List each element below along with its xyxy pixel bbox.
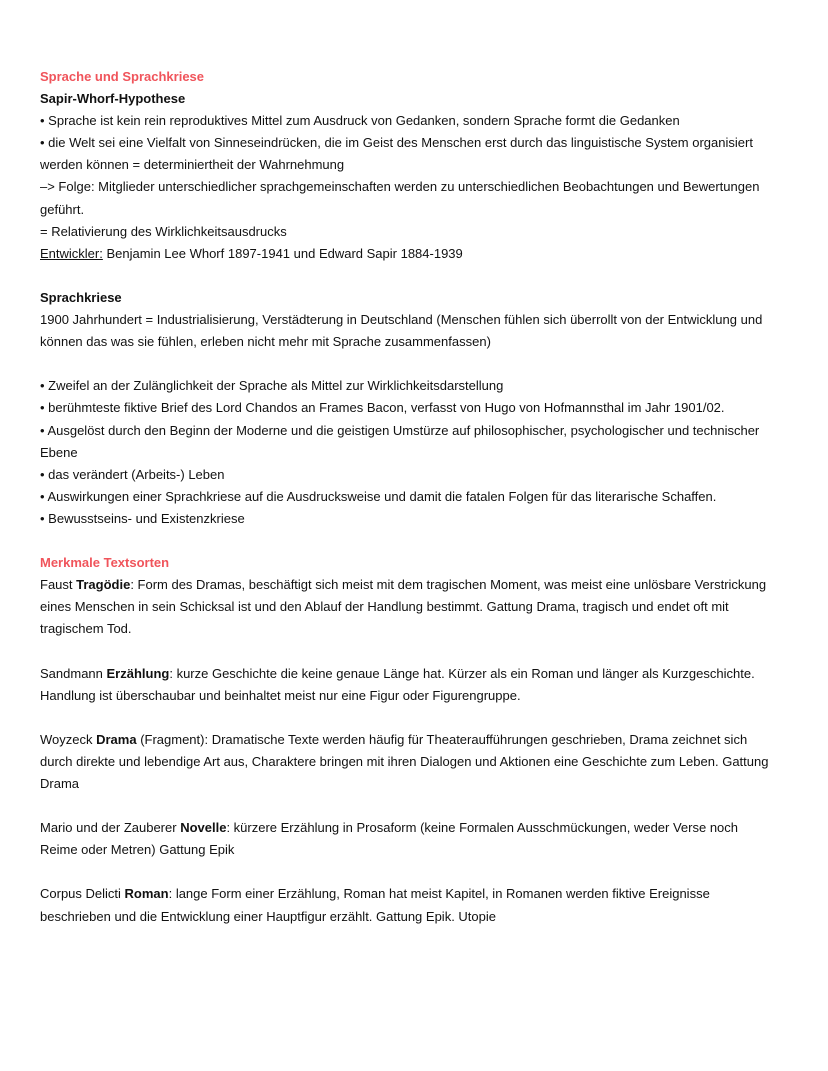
entry-text: (Fragment): Dramatische Texte werden häufig für Theateraufführungen geschrieben, Drama zeichnet sich <box>136 731 748 747</box>
entry-first-line <box>40 574 792 596</box>
entry-text: : lange Form einer Erzählung, Roman hat meist Kapitel, in Romanen werden fiktive Ereignisse <box>168 886 710 902</box>
spacer <box>40 353 792 375</box>
text-line: eines Menschen in sein Schicksal ist und den Ablauf der Handlung bestimmt. Gattung Drama, tragisch und endet oft mit <box>40 599 729 615</box>
entry-first-line <box>40 663 792 685</box>
bullet-item: • Zweifel an der Zulänglichkeit der Sprache als Mittel zur Wirklichkeitsdarstellung <box>40 378 504 394</box>
text-line: Handlung ist überschaubar und beinhaltet meist nur eine Figur oder Figurengruppe. <box>40 687 521 703</box>
work-title: Faust <box>40 577 77 593</box>
text-line: 1900 Jahrhundert = Industrialisierung, Verstädterung in Deutschland (Menschen fühlen sich überrollt von der Entwicklung und <box>40 312 763 328</box>
entry-text: : Form des Dramas, beschäftigt sich meist mit dem tragischen Moment, was meist eine unlösbare Verstrickung <box>130 577 767 593</box>
developer-label: Entwickler: <box>40 245 103 261</box>
bullet-item: • Ausgelöst durch den Beginn der Moderne und die geistigen Umstürze auf philosophischer, psychologischer und technischer <box>40 422 760 438</box>
spacer <box>40 265 792 287</box>
entry-first-line <box>40 883 792 905</box>
spacer <box>40 707 792 729</box>
bullet-item: • Bewusstseins- und Existenzkriese <box>40 510 245 526</box>
developer-line <box>40 243 792 265</box>
text-line: geführt. <box>40 201 85 217</box>
bullet-item: Ebene <box>40 444 78 460</box>
text-line: Reime oder Metren) Gattung Epik <box>40 842 235 858</box>
text-line: • die Welt sei eine Vielfalt von Sinneseindrücken, die im Geist des Menschen erst durch das linguistische System organisiert <box>40 135 753 151</box>
genre-name: Erzählung <box>106 665 170 681</box>
developer-text: Benjamin Lee Whorf 1897-1941 und Edward Sapir 1884-1939 <box>102 245 463 261</box>
text-line: werden können = determiniertheit der Wahrnehmung <box>40 157 345 173</box>
spacer <box>40 530 792 552</box>
section-title-sprache: Sprache und Sprachkriese <box>40 69 205 84</box>
text-line: tragischem Tod. <box>40 621 132 637</box>
text-line: = Relativierung des Wirklichkeitsausdrucks <box>40 223 287 239</box>
work-title: Corpus Delicti <box>40 886 125 902</box>
work-title: Mario und der Zauberer <box>40 820 181 836</box>
text-line: –> Folge: Mitglieder unterschiedlicher sprachgemeinschaften werden zu unterschiedlichen Beobachtungen und Bewertungen <box>40 179 760 195</box>
genre-name: Drama <box>96 731 137 747</box>
bullet-item: • Auswirkungen einer Sprachkriese auf die Ausdrucksweise und damit die fatalen Folgen für das literarische Schaffen. <box>40 488 717 504</box>
subtitle-sapir-whorf: Sapir-Whorf-Hypothese <box>40 91 186 107</box>
work-title: Woyzeck <box>40 731 97 747</box>
text-line: Drama <box>40 776 80 791</box>
bullet-item: • berühmteste fiktive Brief des Lord Chandos an Frames Bacon, verfasst von Hugo von Hofmannsthal im Jahr 1901/02. <box>40 400 725 416</box>
entry-text: : kürzere Erzählung in Prosaform (keine Formalen Ausschmückungen, weder Verse noch <box>226 820 739 836</box>
genre-name: Novelle <box>180 820 227 836</box>
text-line: beschrieben und die Entwicklung einer Hauptfigur erzählt. Gattung Epik. Utopie <box>40 908 496 924</box>
section-title-merkmale: Merkmale Textsorten <box>40 555 170 571</box>
entry-first-line <box>40 729 792 751</box>
text-line: können das was sie fühlen, erleben nicht mehr mit Sprache zusammenfassen) <box>40 334 491 350</box>
genre-name: Roman <box>124 886 169 902</box>
bullet-item: • das verändert (Arbeits-) Leben <box>40 466 225 482</box>
text-line: • Sprache ist kein rein reproduktives Mittel zum Ausdruck von Gedanken, sondern Sprache formt die Gedanken <box>40 113 680 129</box>
genre-name: Tragödie <box>76 577 131 593</box>
spacer <box>40 861 792 883</box>
section-title-sprachkriese: Sprachkriese <box>40 289 122 305</box>
spacer <box>40 640 792 662</box>
text-line: durch direkte und lebendige Art aus, Charaktere bringen mit ihren Dialogen und Aktionen eine Geschichte zum Leben. Gattung <box>40 753 769 769</box>
spacer <box>40 795 792 817</box>
work-title: Sandmann <box>40 665 107 681</box>
entry-first-line <box>40 817 792 839</box>
entry-text: : kurze Geschichte die keine genaue Länge hat. Kürzer als ein Roman und länger als Kurzgeschichte. <box>169 665 755 681</box>
